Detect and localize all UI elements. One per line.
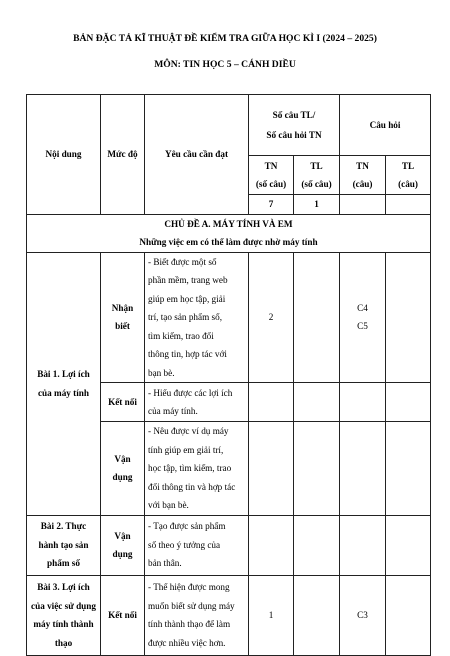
requirement-line: tính thành thạo để làm — [148, 619, 231, 629]
nhan-biet-tn-questions — [340, 252, 386, 383]
requirement-ket-noi — [145, 383, 249, 422]
subheader-tn-count — [249, 156, 294, 195]
requirement-line: tính giúp em giải trí, — [148, 444, 224, 455]
requirement-line: thông tin, hợp tác với — [148, 349, 227, 359]
subheader-tl-count-line1: TL — [310, 160, 323, 171]
empty-cell — [249, 422, 294, 516]
empty-cell — [340, 422, 386, 516]
requirement-line: muốn biết sử dụng máy — [148, 600, 235, 611]
lesson-3-name-line1: Bài 3. Lợi ích — [37, 582, 90, 592]
header-noi-dung: Nội dung — [27, 95, 101, 215]
subheader-tn-question-line1: TN — [356, 160, 369, 171]
requirement-line: số theo ý tưởng của — [148, 539, 221, 550]
empty-cell — [294, 422, 340, 516]
subheader-tl-question-line2: (câu) — [398, 179, 418, 189]
empty-cell — [386, 383, 431, 422]
empty-cell — [294, 575, 340, 655]
subheader-tl-count-line2: (số câu) — [301, 179, 332, 189]
section-heading — [27, 214, 431, 252]
header-muc-do: Mức độ — [101, 95, 145, 215]
requirement-line: trí, tạo sản phẩm số, — [148, 312, 222, 322]
level-van-dung — [101, 422, 145, 516]
total-tn: 7 — [249, 195, 294, 215]
subheader-tn-question-line2: (câu) — [352, 179, 373, 189]
lesson-3-name-line3: máy tính thành — [33, 619, 94, 629]
table-row — [27, 575, 431, 655]
requirement-line: đổi thông tin và hợp tác — [148, 481, 236, 492]
level-van-dung-line1: Vận — [114, 453, 131, 464]
level-van-dung-line2: dụng — [112, 472, 133, 483]
lesson-2-level-line2: dụng — [112, 549, 133, 559]
requirement-line: bạn bè. — [148, 367, 175, 378]
requirement-line: - Tạo được sản phẩm — [148, 521, 226, 532]
requirement-line: - Hiểu được các lợi ích — [148, 387, 233, 398]
requirement-line: bản thân. — [148, 558, 182, 569]
question-ref: C4 — [357, 302, 368, 313]
subject-title: MÔN: TIN HỌC 5 – CÁNH DIỀU — [154, 59, 296, 70]
lesson-3-requirement — [145, 575, 249, 655]
lesson-2-level — [101, 515, 145, 575]
level-nhan-biet-line2: biết — [115, 321, 130, 332]
requirement-line: - Nêu được ví dụ máy — [148, 426, 229, 436]
total-tl: 1 — [294, 195, 340, 215]
empty-cell — [386, 575, 431, 655]
lesson-3-name-line4: thạo — [54, 637, 73, 648]
level-ket-noi: Kết nối — [101, 383, 145, 422]
header-so-cau-line1: Số câu TL/ — [272, 110, 316, 120]
lesson-2-name-line3: phẩm số — [47, 558, 80, 569]
lesson-3-level: Kết nối — [101, 575, 145, 655]
nhan-biet-tl-questions — [386, 252, 431, 383]
requirement-nhan-biet — [145, 252, 249, 383]
header-yeu-cau: Yêu cầu cần đạt — [145, 95, 249, 215]
empty-cell — [340, 515, 386, 575]
header-so-cau-line2: Số câu hỏi TN — [266, 130, 322, 140]
document-title: BẢN ĐẶC TẢ KĨ THUẬT ĐỀ KIỂM TRA GIỮA HỌC KÌ I (2024 – 2025) — [73, 33, 377, 44]
lesson-3-name-line2: của việc sử dụng — [31, 600, 96, 611]
total-empty-2 — [386, 195, 431, 215]
requirement-line: phần mềm, trang web — [148, 275, 228, 285]
lesson-2-name-line2: hành tạo sản — [38, 539, 89, 550]
lesson-1-name — [27, 252, 101, 515]
question-ref: C5 — [357, 321, 368, 332]
empty-cell — [249, 383, 294, 422]
lesson-3-name — [27, 575, 101, 655]
total-empty-1 — [340, 195, 386, 215]
level-nhan-biet-line1: Nhận — [111, 302, 134, 313]
requirement-line: học tập, tìm kiếm, trao — [148, 463, 232, 473]
subheader-tn-count-line1: TN — [264, 160, 278, 171]
empty-cell — [386, 422, 431, 516]
subheader-tl-question — [386, 156, 431, 195]
subheader-tl-question-line1: TL — [401, 160, 415, 171]
section-title: CHỦ ĐỀ A. MÁY TÍNH VÀ EM — [164, 218, 293, 229]
requirement-line: tìm kiếm, trao đổi — [148, 330, 214, 341]
lesson-2-name-line1: Bài 2. Thực — [40, 521, 87, 532]
nhan-biet-tl-count — [294, 252, 340, 383]
requirement-line: - Thể hiện được mong — [148, 582, 230, 592]
empty-cell — [386, 515, 431, 575]
empty-cell — [249, 515, 294, 575]
subheader-tn-question — [340, 156, 386, 195]
subheader-tn-count-line2: (số câu) — [255, 179, 287, 189]
table-row — [27, 252, 431, 383]
lesson-2-name — [27, 515, 101, 575]
lesson-2-level-line1: Vận — [114, 530, 131, 541]
requirement-line: được nhiều việc hơn. — [148, 637, 226, 648]
empty-cell — [340, 383, 386, 422]
header-cau-hoi: Câu hỏi — [340, 95, 431, 156]
empty-cell — [294, 515, 340, 575]
requirement-van-dung — [145, 422, 249, 516]
requirement-line: giúp em học tập, giải — [148, 293, 226, 304]
empty-cell — [294, 383, 340, 422]
header-so-cau — [249, 95, 340, 156]
nhan-biet-tn-count: 2 — [249, 252, 294, 383]
requirement-line: của máy tính. — [148, 406, 198, 416]
lesson-3-question: C3 — [340, 575, 386, 655]
section-subtitle: Những việc em có thể làm được nhờ máy tính — [139, 237, 318, 247]
specification-table — [26, 94, 431, 656]
lesson-2-requirement — [145, 515, 249, 575]
table-row — [27, 515, 431, 575]
lesson-1-name-line1: Bài 1. Lợi ích — [37, 369, 90, 379]
lesson-3-tn-count: 1 — [249, 575, 294, 655]
requirement-line: với bạn bè. — [148, 500, 189, 510]
subheader-tl-count — [294, 156, 340, 195]
requirement-line: - Biết được một số — [148, 256, 217, 267]
lesson-1-name-line2: của máy tính — [37, 387, 90, 398]
level-nhan-biet — [101, 252, 145, 383]
